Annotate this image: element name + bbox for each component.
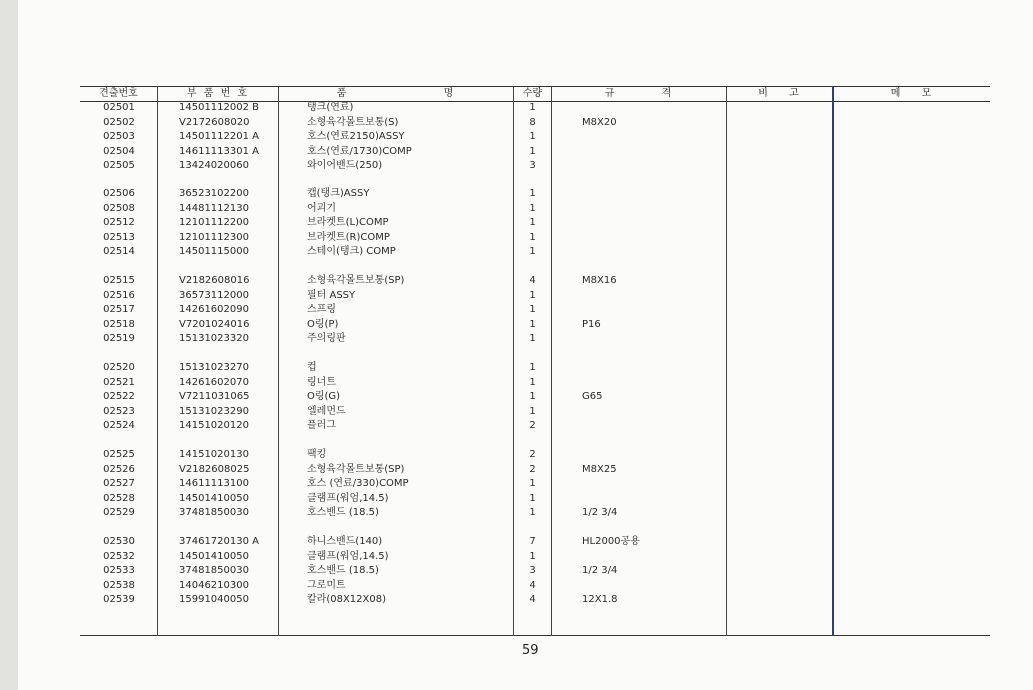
memo-divider [832,86,834,636]
cell-spec [582,146,722,158]
cell-qty: 1 [529,188,536,199]
cell-qty: 1 [529,391,536,402]
cell-part-no: 14611113100 [179,478,249,489]
cell-name: 그로미트 [307,579,346,591]
cell-no: 02508 [103,202,135,214]
cell-no: 02523 [103,405,135,417]
cell-name: 팩킹 [307,449,327,460]
cell-spec [582,478,722,490]
cell-part-no: 37481850030 [179,507,249,518]
cell-spec: M8X16 [582,275,617,286]
table-bottom-rule [80,635,990,636]
cell-part-no: 15131023270 [179,362,249,373]
cell-part-no: 15131023320 [179,333,249,344]
cell-qty: 2 [529,420,536,431]
cell-qty: 3 [529,565,536,576]
cell-qty: 1 [529,289,536,301]
cell-name: 컵 [307,362,317,373]
cell-name: 스프링 [307,304,336,315]
cell-no: 02528 [103,492,135,504]
cell-qty: 1 [529,492,536,504]
cell-qty: 1 [529,362,536,373]
cell-spec: HL2000공용 [582,536,640,547]
cell-no: 02529 [103,507,135,518]
cell-part-no: V7211031065 [179,391,250,402]
cell-qty: 1 [529,102,536,113]
cell-qty: 1 [529,405,536,417]
cell-qty: 1 [529,478,536,489]
cell-qty: 1 [529,217,536,228]
cell-no: 02503 [103,131,135,142]
cell-part-no: V2172608020 [179,116,250,128]
cell-qty: 3 [529,160,536,171]
cell-name: 하니스밴드(140) [307,536,383,547]
cell-qty: 1 [529,507,536,518]
cell-name: 클램프(워엄,14.5) [307,550,389,562]
cell-spec [582,232,722,244]
cell-spec [582,493,722,505]
cell-no: 02504 [103,145,135,157]
table-top-rule [80,86,990,87]
cell-name: 호스(연료2150)ASSY [307,131,405,142]
cell-no: 02527 [103,478,135,489]
cell-part-no: 14611113301 A [179,145,260,157]
cell-name: 플러그 [307,420,336,431]
cell-spec [582,160,722,172]
cell-no: 02506 [103,188,135,199]
cell-name: 호스밴드 (18.5) [307,565,379,576]
cell-spec: 1/2 3/4 [582,507,618,518]
cell-no: 02516 [103,289,135,301]
cell-no: 02501 [103,102,135,113]
cell-name: 소형육각몰트보통(SP) [307,275,405,286]
cell-spec [582,217,722,229]
cell-name: 브라켓트(L)COMP [307,217,389,228]
cell-name: 소형육각몰트보통(S) [307,116,399,128]
cell-part-no: V2182608025 [179,463,250,475]
cell-qty: 1 [529,202,536,214]
cell-qty: 1 [529,318,536,330]
cell-spec [582,406,722,418]
cell-qty: 1 [529,145,536,157]
cell-no: 02519 [103,333,135,344]
cell-part-no: 14151020120 [179,420,249,431]
cell-part-no: 12101112200 [179,217,249,228]
cell-spec: 12X1.8 [582,594,618,605]
header-remarks: 비 고 [758,88,801,99]
header-name: 품 명 [336,88,456,99]
cell-no: 02513 [103,231,135,243]
cell-part-no: V7201024016 [179,318,250,330]
cell-qty: 8 [529,116,536,128]
cell-name: 브라켓트(R)COMP [307,231,390,243]
cell-part-no: 14481112130 [179,202,249,214]
cell-no: 02505 [103,160,135,171]
cell-part-no: 13424020060 [179,160,249,171]
cell-name: 어괴기 [307,202,336,214]
cell-spec: G65 [582,391,603,402]
cell-name: 호스밴드 (18.5) [307,507,379,518]
cell-qty: 4 [529,579,536,591]
cell-name: 링너트 [307,376,336,388]
cell-qty: 1 [529,333,536,344]
cell-name: 필터 ASSY [307,289,356,301]
cell-no: 02530 [103,536,135,547]
cell-part-no: 14501112201 A [179,131,260,142]
cell-no: 02539 [103,594,135,605]
cell-name: O링(G) [307,391,341,402]
cell-spec [582,290,722,302]
cell-qty: 2 [529,449,536,460]
cell-qty: 7 [529,536,536,547]
col-divider [278,86,279,636]
cell-no: 02525 [103,449,135,460]
cell-spec [582,304,722,316]
cell-part-no: 36523102200 [179,188,249,199]
cell-spec [582,188,722,200]
cell-part-no: 14501112002 B [179,102,260,113]
cell-name: 탱크(연료) [307,102,354,113]
cell-qty: 1 [529,246,536,257]
cell-name: 호스 (연료/330)COMP [307,478,409,489]
page-edge [0,0,18,690]
cell-name: 스테이(탱크) COMP [307,246,396,257]
cell-name: 주의링판 [307,333,346,344]
cell-name: 소형육각몰트보통(SP) [307,463,405,475]
cell-spec [582,362,722,374]
cell-no: 02512 [103,217,135,228]
cell-spec [582,449,722,461]
cell-no: 02538 [103,579,135,591]
cell-spec [582,131,722,143]
cell-part-no: 14501115000 [179,246,249,257]
cell-part-no: 37461720130 A [179,536,260,547]
cell-qty: 2 [529,463,536,475]
cell-name: 엘레먼드 [307,405,346,417]
cell-name: 칼라(08X12X08) [307,594,386,605]
cell-spec: M8X20 [582,116,617,128]
cell-name: 캡(탱크)ASSY [307,188,370,199]
cell-part-no: 37481850030 [179,565,249,576]
cell-part-no: 14046210300 [179,579,249,591]
cell-no: 02517 [103,304,135,315]
cell-qty: 1 [529,131,536,142]
cell-spec [582,333,722,345]
header-spec: 규 격 [604,88,674,99]
cell-spec [582,246,722,258]
cell-no: 02533 [103,565,135,576]
cell-no: 02522 [103,391,135,402]
cell-no: 02515 [103,275,135,286]
header-no: 견출번호 [99,88,138,99]
cell-part-no: 15991040050 [179,594,249,605]
cell-name: 와이어밴드(250) [307,160,383,171]
cell-part-no: 14261602070 [179,376,249,388]
cell-spec [582,102,722,114]
cell-spec: 1/2 3/4 [582,565,618,576]
cell-spec [582,377,722,389]
cell-spec: M8X25 [582,463,617,475]
cell-no: 02532 [103,550,135,562]
cell-part-no: 12101112300 [179,231,249,243]
cell-spec [582,420,722,432]
col-divider [157,86,158,636]
cell-name: O링(P) [307,318,339,330]
cell-spec [582,203,722,215]
cell-no: 02521 [103,376,135,388]
cell-name: 호스(연료/1730)COMP [307,145,412,157]
cell-qty: 4 [529,594,536,605]
cell-no: 02502 [103,116,135,128]
cell-qty: 1 [529,304,536,315]
header-memo: 메 모 [890,88,934,99]
col-divider [551,86,552,636]
cell-no: 02524 [103,420,135,431]
cell-name: 클램프(워엄,14.5) [307,492,389,504]
cell-part-no: 14501410050 [179,492,249,504]
cell-qty: 4 [529,275,536,286]
cell-qty: 1 [529,376,536,388]
cell-no: 02526 [103,463,135,475]
cell-spec [582,580,722,592]
page-number: 59 [522,643,539,658]
col-divider [726,86,727,636]
cell-part-no: V2182608016 [179,275,250,286]
header-qty: 수량 [522,88,543,99]
cell-qty: 1 [529,231,536,243]
cell-part-no: 15131023290 [179,405,249,417]
cell-no: 02520 [103,362,135,373]
cell-no: 02518 [103,318,135,330]
cell-no: 02514 [103,246,135,257]
cell-part-no: 14261602090 [179,304,249,315]
cell-part-no: 14501410050 [179,550,249,562]
cell-spec: P16 [582,318,601,330]
cell-part-no: 36573112000 [179,289,249,301]
header-part-no: 부 품 번 호 [186,88,250,99]
cell-qty: 1 [529,550,536,562]
cell-spec [582,551,722,563]
cell-part-no: 14151020130 [179,449,249,460]
